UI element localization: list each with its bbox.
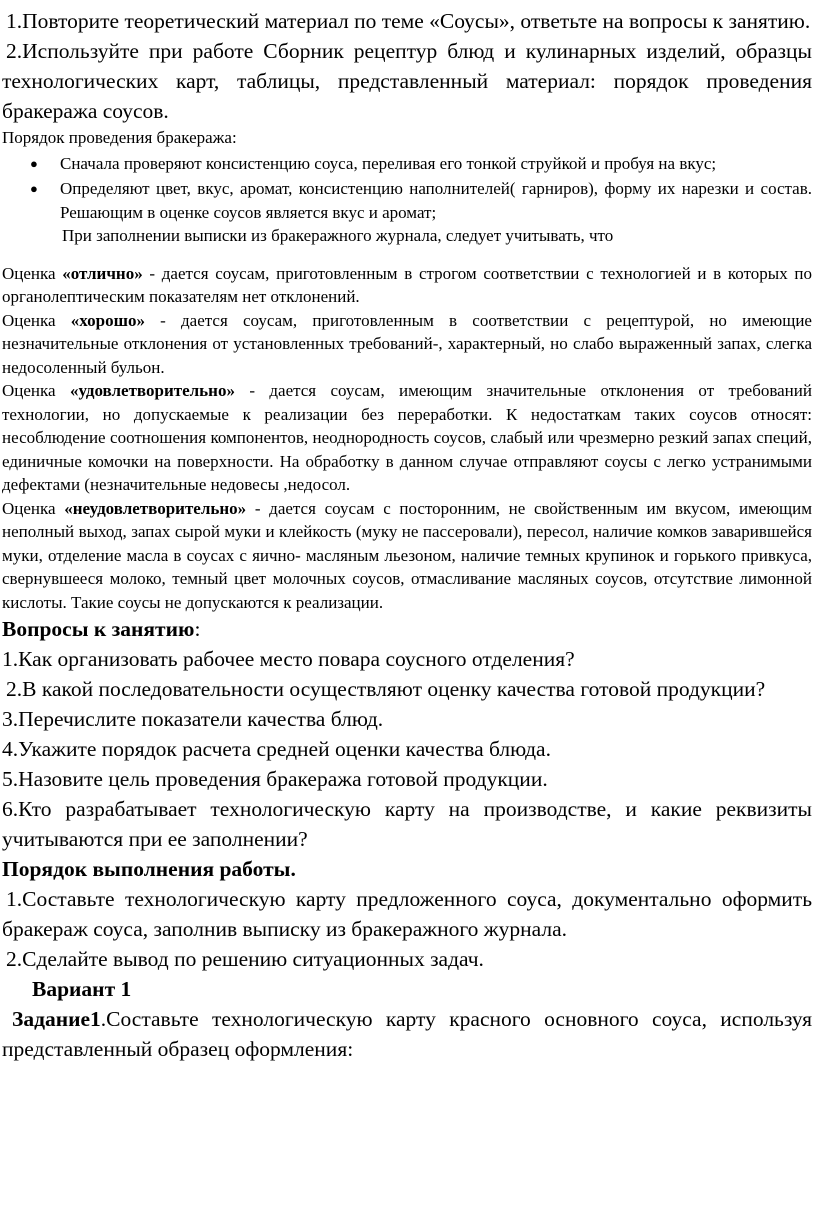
questions-title: Вопросы к занятию: (2, 617, 201, 641)
question-item: 2.В какой последовательности осуществляют оценку качества готовой продукции? (6, 677, 766, 701)
procedure-title: Порядок проведения бракеража: (2, 128, 237, 147)
question-item: 3.Перечислите показатели качества блюд. (2, 707, 384, 731)
question-item: 1.Как организовать рабочее место повара соусного отделения? (2, 647, 575, 671)
question-item: 5.Назовите цель проведения бракеража готовой продукции. (2, 767, 548, 791)
procedure-item: ● Сначала проверяют консистенцию соуса, переливая его тонкой струйкой и пробуя на вкус; (60, 152, 812, 176)
work-item: 2.Сделайте вывод по решению ситуационных задач. (6, 947, 484, 971)
grade-good: Оценка «хорошо» - дается соусам, приготовленным в соответствии с рецептурой, но имеющие незначительные отклонения от установленных требований-, характерный, но слабо выраженный запах, слегка недосоленный бульон. (2, 310, 812, 377)
bullet-icon: ● (30, 155, 38, 171)
grade-unsatisfactory: Оценка «неудовлетворительно» - дается соусам с посторонним, не свойственным им вкусом, имеющим неполный выход, запах сырой муки и клейкость (муку не пассеровали), пересол, наличие комков заварившейся муки, отделение масла в соусах с яично- масляным льезоном, наличие темных крупинок и горького привкуса, свернувшееся молоко, темный цвет молочных соусов, отмасливание масляных соусов, отсутствие лимонной кислоты. Такие соусы не допускаются к реализации. (2, 498, 812, 612)
question-item: 6.Кто разрабатывает технологическую карту на производстве, и какие реквизиты учитываются при ее заполнении? (2, 797, 812, 851)
procedure-list (2, 152, 812, 225)
grade-satisfactory: Оценка «удовлетворительно» - дается соусам, имеющим значительные отклонения от требований технологии, но допускаемые к реализации без переработки. К недостаткам таких соусов относят: несоблюдение соотношения компонентов, неоднородность соусов, слабый или чрезмерно резкий запах специй, единичные комочки на поверхности. На обработку в данном случае отправляют соусы с легко устранимыми дефектами (незначительные недовесы ,недосол. (2, 381, 812, 494)
variant-task: Задание1.Составьте технологическую карту красного основного соуса, используя представленный образец оформления: (2, 1007, 812, 1061)
procedure-item: ● Определяют цвет, вкус, аромат, консистенцию наполнителей( гарниров), форму их нарезки и состав. Решающим в оценке соусов является вкус и аромат; (30, 179, 812, 222)
procedure-note: При заполнении выписки из бракеражного журнала, следует учитывать, что (62, 226, 614, 245)
variant-title: Вариант 1 (32, 977, 132, 1001)
work-item: 1.Составьте технологическую карту предложенного соуса, документально оформить бракераж соуса, заполнив выписку из бракеражного журнала. (2, 887, 812, 941)
intro-paragraph-1: 1.Повторите теоретический материал по теме «Соусы», ответьте на вопросы к занятию. (6, 9, 811, 33)
bullet-icon: ● (30, 181, 38, 196)
grade-excellent: Оценка «отлично» - дается соусам, приготовленным в строгом соответствии с технологией и в которых по органолептическим показателям нет отклонений. (2, 263, 812, 306)
work-title: Порядок выполнения работы. (2, 857, 296, 881)
intro-paragraph-2: 2.Используйте при работе Сборник рецептур блюд и кулинарных изделий, образцы технологических карт, таблицы, представленный материал: порядок проведения бракеража соусов. (2, 39, 812, 123)
question-item: 4.Укажите порядок расчета средней оценки качества блюда. (2, 737, 551, 761)
